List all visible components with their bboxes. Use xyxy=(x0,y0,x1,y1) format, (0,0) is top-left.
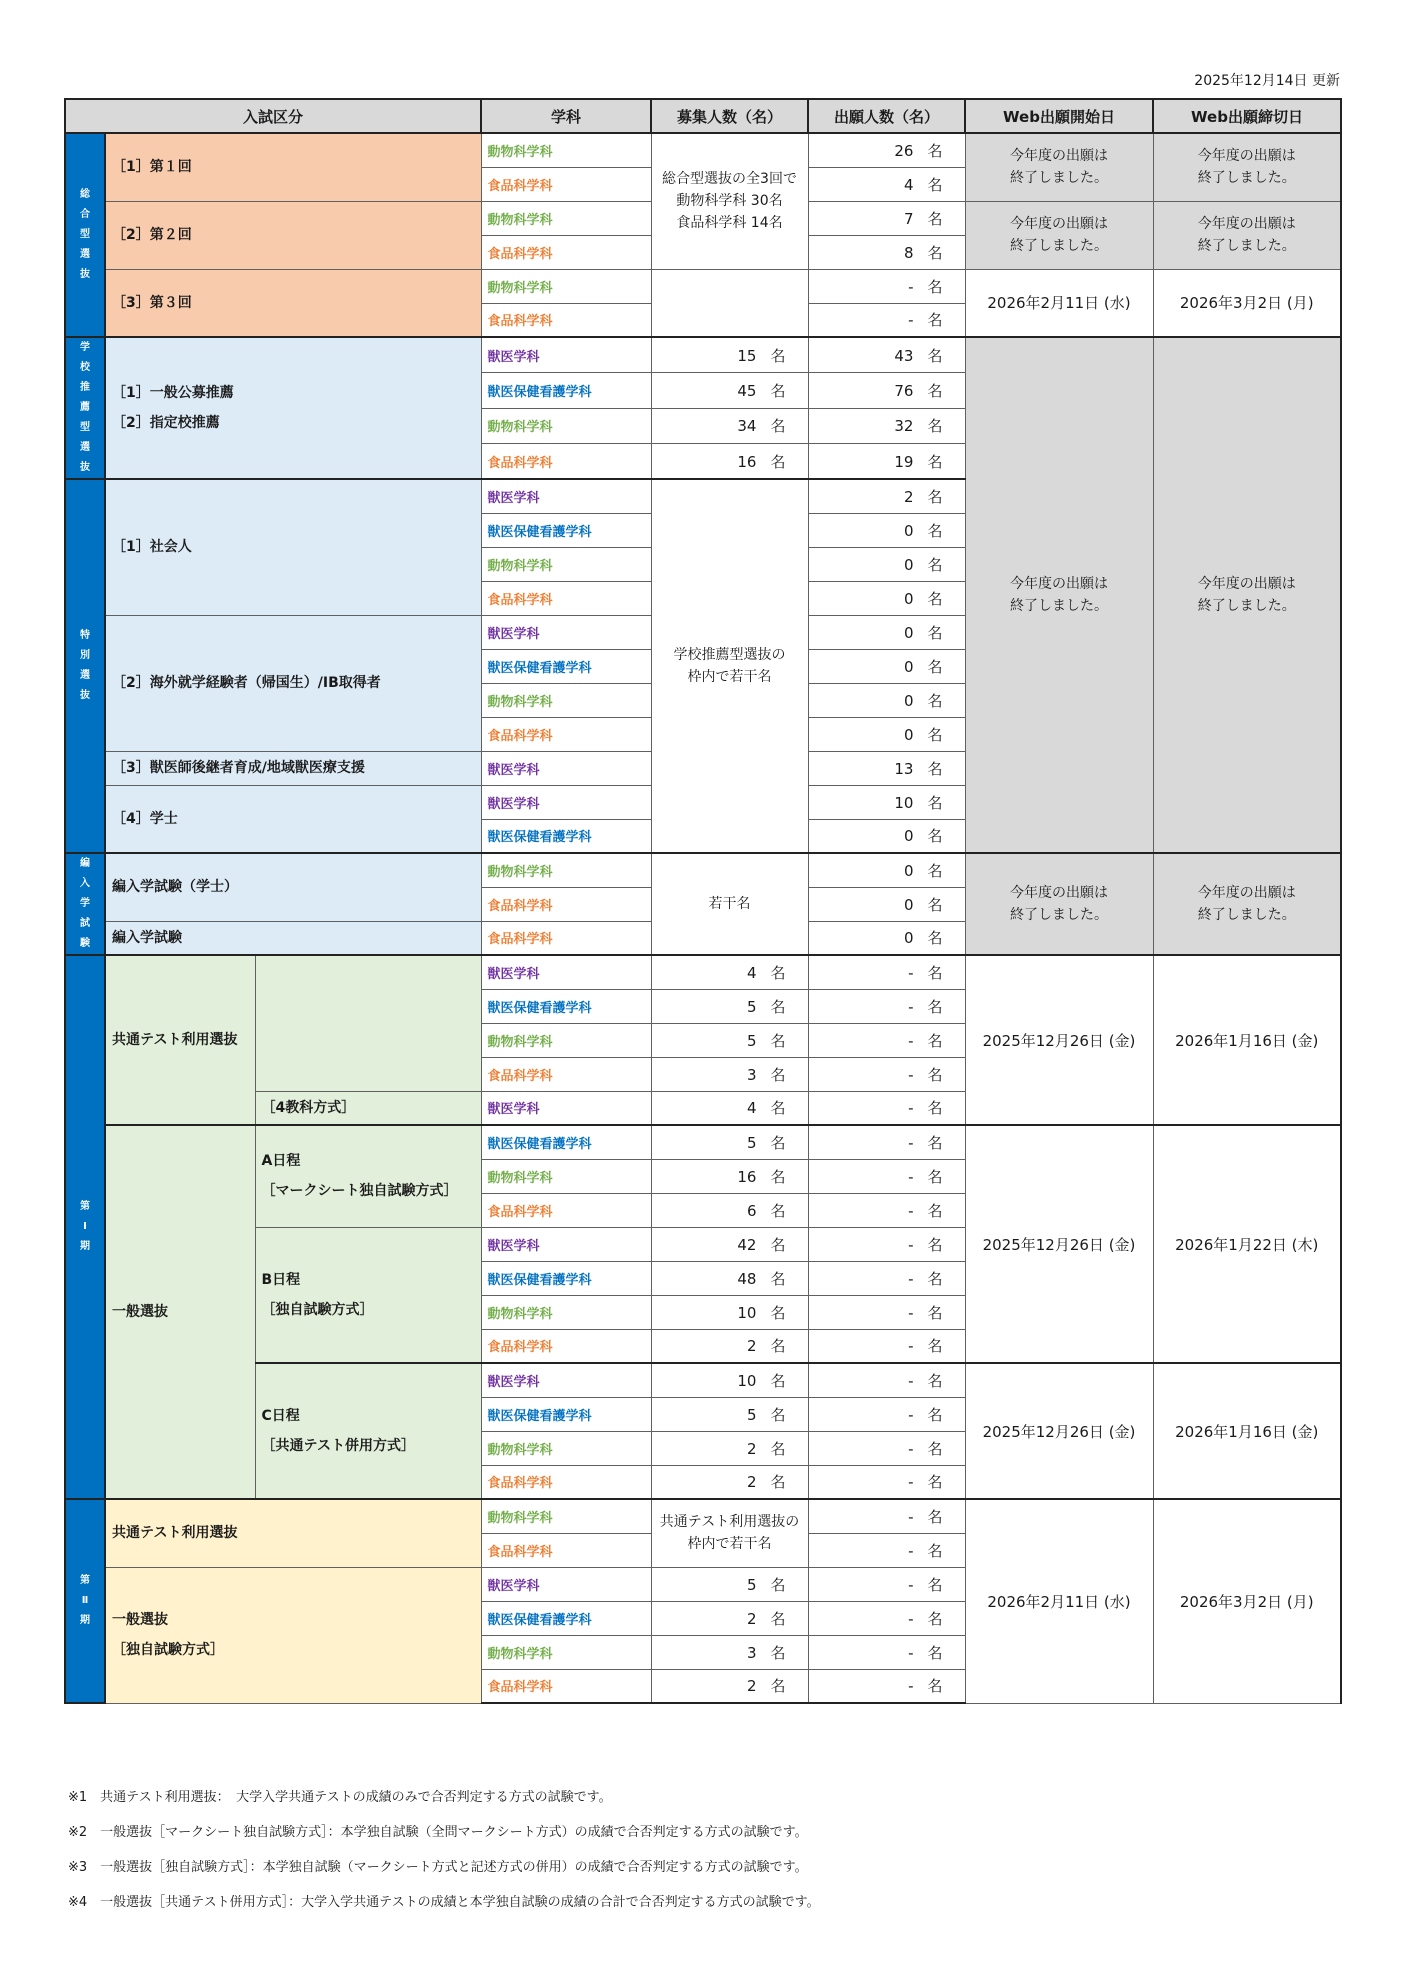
quota-cell xyxy=(651,269,808,337)
applicants-cell: - 名 xyxy=(808,1465,965,1499)
dept-cell: 食品科学科 xyxy=(481,717,651,751)
quota-cell: 2 名 xyxy=(651,1669,808,1703)
applicants-cell: - 名 xyxy=(808,1499,965,1533)
dept-cell: 獣医学科 xyxy=(481,337,651,373)
applicants-cell: - 名 xyxy=(808,1023,965,1057)
sogo-round2: ［2］第２回 xyxy=(105,201,481,269)
ki1-ippan: 一般選抜 xyxy=(105,1125,255,1499)
dept-cell: 獣医保健看護学科 xyxy=(481,819,651,853)
applicants-cell: 43 名 xyxy=(808,337,965,373)
footnotes xyxy=(68,1780,820,1920)
dept-cell: 動物科学科 xyxy=(481,1159,651,1193)
applicants-cell: - 名 xyxy=(808,303,965,337)
tokubetsu-koukeisha: ［3］獣医師後継者育成/地域獣医療支援 xyxy=(105,751,481,785)
applicants-cell: 7 名 xyxy=(808,201,965,235)
quota-cell: 45 名 xyxy=(651,373,808,409)
applicants-cell: - 名 xyxy=(808,1227,965,1261)
applicants-cell: - 名 xyxy=(808,1329,965,1363)
applicants-cell: 13 名 xyxy=(808,751,965,785)
group-ki1: 第Ⅰ期 xyxy=(65,955,105,1499)
ki1-kyotsu-start: 2025年12月26日 (金) xyxy=(965,955,1153,1125)
quota-cell: 34 名 xyxy=(651,408,808,444)
dept-cell: 食品科学科 xyxy=(481,1193,651,1227)
sogo-round3: ［3］第３回 xyxy=(105,269,481,337)
quota-cell: 3 名 xyxy=(651,1635,808,1669)
applicants-cell: 2 名 xyxy=(808,479,965,513)
tokubetsu-shakaijin: ［1］社会人 xyxy=(105,479,481,615)
admission-table xyxy=(64,98,1342,1704)
applicants-cell: - 名 xyxy=(808,1601,965,1635)
quota-cell: 2 名 xyxy=(651,1431,808,1465)
quota-cell: 42 名 xyxy=(651,1227,808,1261)
ki1-c-end: 2026年1月16日 (金) xyxy=(1153,1363,1341,1499)
quota-cell: 16 名 xyxy=(651,444,808,480)
quota-cell: 10 名 xyxy=(651,1363,808,1397)
dept-cell: 獣医保健看護学科 xyxy=(481,1601,651,1635)
dept-cell: 動物科学科 xyxy=(481,1431,651,1465)
header-kubun: 入試区分 xyxy=(65,99,481,133)
ki1-c-start: 2025年12月26日 (金) xyxy=(965,1363,1153,1499)
footnote: ※4 一般選抜［共通テスト併用方式］：大学入学共通テストの成績と本学独自試験の成績の合計で合否判定する方式の試験です。 xyxy=(68,1895,820,1910)
ki2-kyotsu-quota: 共通テスト利用選抜の 枠内で若干名 xyxy=(651,1499,808,1567)
dept-cell: 獣医保健看護学科 xyxy=(481,1261,651,1295)
applicants-cell: - 名 xyxy=(808,1567,965,1601)
ki1-a: A日程 ［マークシート独自試験方式］ xyxy=(255,1125,481,1227)
closed-start: 今年度の出願は 終了しました。 xyxy=(965,133,1153,201)
header-quota: 募集人数（名） xyxy=(651,99,808,133)
hennyu-gakushi: 編入学試験（学士） xyxy=(105,853,481,921)
group-ki2: 第Ⅱ期 xyxy=(65,1499,105,1703)
dept-cell: 動物科学科 xyxy=(481,1295,651,1329)
closed-end: 今年度の出願は 終了しました。 xyxy=(1153,133,1341,201)
applicants-cell: 0 名 xyxy=(808,853,965,887)
sogo-end: 2026年3月2日 (月) xyxy=(1153,269,1341,337)
applicants-cell: 0 名 xyxy=(808,683,965,717)
dept-cell: 食品科学科 xyxy=(481,1669,651,1703)
footnote: ※1 共通テスト利用選抜： 大学入学共通テストの成績のみで合否判定する方式の試験です。 xyxy=(68,1790,612,1805)
applicants-cell: 0 名 xyxy=(808,819,965,853)
closed-end: 今年度の出願は 終了しました。 xyxy=(1153,201,1341,269)
hennyu-normal: 編入学試験 xyxy=(105,921,481,955)
dept-cell: 食品科学科 xyxy=(481,235,651,269)
closed-start: 今年度の出願は 終了しました。 xyxy=(965,201,1153,269)
applicants-cell: 76 名 xyxy=(808,373,965,409)
applicants-cell: 0 名 xyxy=(808,513,965,547)
applicants-cell: 0 名 xyxy=(808,887,965,921)
suisen-label: ［1］一般公募推薦 ［2］指定校推薦 xyxy=(105,337,481,479)
quota-cell: 48 名 xyxy=(651,1261,808,1295)
applicants-cell: 0 名 xyxy=(808,547,965,581)
quota-cell: 5 名 xyxy=(651,1397,808,1431)
footnote: ※2 一般選抜［マークシート独自試験方式］：本学独自試験（全問マークシート方式）の成績で合否判定する方式の試験です。 xyxy=(68,1825,808,1840)
dept-cell: 食品科学科 xyxy=(481,167,651,201)
dept-cell: 動物科学科 xyxy=(481,683,651,717)
dept-cell: 獣医保健看護学科 xyxy=(481,373,651,409)
dept-cell: 動物科学科 xyxy=(481,547,651,581)
dept-cell: 獣医学科 xyxy=(481,1567,651,1601)
ki2-end: 2026年3月2日 (月) xyxy=(1153,1499,1341,1703)
dept-cell: 獣医保健看護学科 xyxy=(481,513,651,547)
group-sogo: 総合型選抜 xyxy=(65,133,105,337)
dept-cell: 食品科学科 xyxy=(481,887,651,921)
quota-cell: 5 名 xyxy=(651,1125,808,1159)
dept-cell: 食品科学科 xyxy=(481,1533,651,1567)
applicants-cell: 0 名 xyxy=(808,581,965,615)
applicants-cell: 32 名 xyxy=(808,408,965,444)
closed-start: 今年度の出願は 終了しました。 xyxy=(965,853,1153,955)
applicants-cell: - 名 xyxy=(808,1363,965,1397)
ki2-ippan: 一般選抜 ［独自試験方式］ xyxy=(105,1567,481,1703)
quota-cell: 5 名 xyxy=(651,1567,808,1601)
applicants-cell: - 名 xyxy=(808,1295,965,1329)
applicants-cell: - 名 xyxy=(808,1635,965,1669)
applicants-cell: - 名 xyxy=(808,1159,965,1193)
dept-cell: 獣医学科 xyxy=(481,615,651,649)
applicants-cell: - 名 xyxy=(808,989,965,1023)
applicants-cell: 26 名 xyxy=(808,133,965,167)
closed-end: 今年度の出願は 終了しました。 xyxy=(1153,853,1341,955)
dept-cell: 食品科学科 xyxy=(481,921,651,955)
group-suisen: 学校推薦型選抜 xyxy=(65,337,105,479)
ki1-ab-end: 2026年1月22日 (木) xyxy=(1153,1125,1341,1363)
dept-cell: 獣医保健看護学科 xyxy=(481,1125,651,1159)
dept-cell: 動物科学科 xyxy=(481,269,651,303)
dept-cell: 動物科学科 xyxy=(481,1635,651,1669)
dept-cell: 食品科学科 xyxy=(481,1329,651,1363)
dept-cell: 獣医学科 xyxy=(481,1091,651,1125)
ki1-b: B日程 ［独自試験方式］ xyxy=(255,1227,481,1363)
sogo-quota: 総合型選抜の全3回で 動物科学科 30名 食品科学科 14名 xyxy=(651,133,808,269)
dept-cell: 獣医保健看護学科 xyxy=(481,1397,651,1431)
sogo-start: 2026年2月11日 (水) xyxy=(965,269,1153,337)
dept-cell: 獣医学科 xyxy=(481,751,651,785)
dept-cell: 動物科学科 xyxy=(481,133,651,167)
dept-cell: 獣医学科 xyxy=(481,1227,651,1261)
dept-cell: 動物科学科 xyxy=(481,1499,651,1533)
header-start: Web出願開始日 xyxy=(965,99,1153,133)
applicants-cell: - 名 xyxy=(808,1125,965,1159)
ki1-kyotsu-blank xyxy=(255,955,481,1091)
applicants-cell: 0 名 xyxy=(808,921,965,955)
applicants-cell: 19 名 xyxy=(808,444,965,480)
applicants-cell: 4 名 xyxy=(808,167,965,201)
dept-cell: 獣医学科 xyxy=(481,479,651,513)
dept-cell: 動物科学科 xyxy=(481,201,651,235)
sogo-round1: ［1］第１回 xyxy=(105,133,481,201)
header-gakka: 学科 xyxy=(481,99,651,133)
quota-cell: 2 名 xyxy=(651,1329,808,1363)
applicants-cell: - 名 xyxy=(808,1533,965,1567)
ki1-kyotsu-4kyoka: ［4教科方式］ xyxy=(255,1091,481,1125)
quota-cell: 2 名 xyxy=(651,1601,808,1635)
quota-cell: 4 名 xyxy=(651,955,808,989)
dept-cell: 獣医学科 xyxy=(481,955,651,989)
applicants-cell: - 名 xyxy=(808,1431,965,1465)
dept-cell: 獣医学科 xyxy=(481,1363,651,1397)
quota-cell: 6 名 xyxy=(651,1193,808,1227)
dept-cell: 獣医学科 xyxy=(481,785,651,819)
applicants-cell: - 名 xyxy=(808,1669,965,1703)
applicants-cell: - 名 xyxy=(808,1397,965,1431)
applicants-cell: - 名 xyxy=(808,269,965,303)
closed-start: 今年度の出願は 終了しました。 xyxy=(965,337,1153,853)
footnote: ※3 一般選抜［独自試験方式］：本学独自試験（マークシート方式と記述方式の併用）の成績で合否判定する方式の試験です。 xyxy=(68,1860,808,1875)
dept-cell: 食品科学科 xyxy=(481,303,651,337)
ki1-ab-start: 2025年12月26日 (金) xyxy=(965,1125,1153,1363)
quota-cell: 5 名 xyxy=(651,989,808,1023)
ki2-start: 2026年2月11日 (水) xyxy=(965,1499,1153,1703)
applicants-cell: - 名 xyxy=(808,955,965,989)
applicants-cell: - 名 xyxy=(808,1091,965,1125)
ki1-kyotsu-end: 2026年1月16日 (金) xyxy=(1153,955,1341,1125)
applicants-cell: 0 名 xyxy=(808,649,965,683)
tokubetsu-gakushi: ［4］学士 xyxy=(105,785,481,853)
applicants-cell: 0 名 xyxy=(808,717,965,751)
dept-cell: 食品科学科 xyxy=(481,1057,651,1091)
update-date: 2025年12月14日 更新 xyxy=(1194,73,1340,89)
ki1-kyotsu: 共通テスト利用選抜 xyxy=(105,955,255,1125)
dept-cell: 動物科学科 xyxy=(481,408,651,444)
dept-cell: 食品科学科 xyxy=(481,581,651,615)
applicants-cell: - 名 xyxy=(808,1193,965,1227)
ki2-kyotsu: 共通テスト利用選抜 xyxy=(105,1499,481,1567)
group-hennyu: 編入学試験 xyxy=(65,853,105,955)
applicants-cell: 8 名 xyxy=(808,235,965,269)
applicants-cell: - 名 xyxy=(808,1261,965,1295)
group-tokubetsu: 特別選抜 xyxy=(65,479,105,853)
tokubetsu-kaigai: ［2］海外就学経験者（帰国生）/IB取得者 xyxy=(105,615,481,751)
closed-end: 今年度の出願は 終了しました。 xyxy=(1153,337,1341,853)
header-applicants: 出願人数（名） xyxy=(808,99,965,133)
quota-cell: 4 名 xyxy=(651,1091,808,1125)
applicants-cell: - 名 xyxy=(808,1057,965,1091)
quota-cell: 10 名 xyxy=(651,1295,808,1329)
dept-cell: 食品科学科 xyxy=(481,444,651,480)
header-row xyxy=(65,99,1341,133)
applicants-cell: 0 名 xyxy=(808,615,965,649)
quota-cell: 15 名 xyxy=(651,337,808,373)
quota-cell: 2 名 xyxy=(651,1465,808,1499)
tokubetsu-quota: 学校推薦型選抜の 枠内で若干名 xyxy=(651,479,808,853)
dept-cell: 食品科学科 xyxy=(481,1465,651,1499)
header-end: Web出願締切日 xyxy=(1153,99,1341,133)
quota-cell: 5 名 xyxy=(651,1023,808,1057)
dept-cell: 動物科学科 xyxy=(481,853,651,887)
hennyu-quota: 若干名 xyxy=(651,853,808,955)
ki1-c: C日程 ［共通テスト併用方式］ xyxy=(255,1363,481,1499)
applicants-cell: 10 名 xyxy=(808,785,965,819)
dept-cell: 獣医保健看護学科 xyxy=(481,649,651,683)
dept-cell: 獣医保健看護学科 xyxy=(481,989,651,1023)
quota-cell: 3 名 xyxy=(651,1057,808,1091)
dept-cell: 動物科学科 xyxy=(481,1023,651,1057)
quota-cell: 16 名 xyxy=(651,1159,808,1193)
